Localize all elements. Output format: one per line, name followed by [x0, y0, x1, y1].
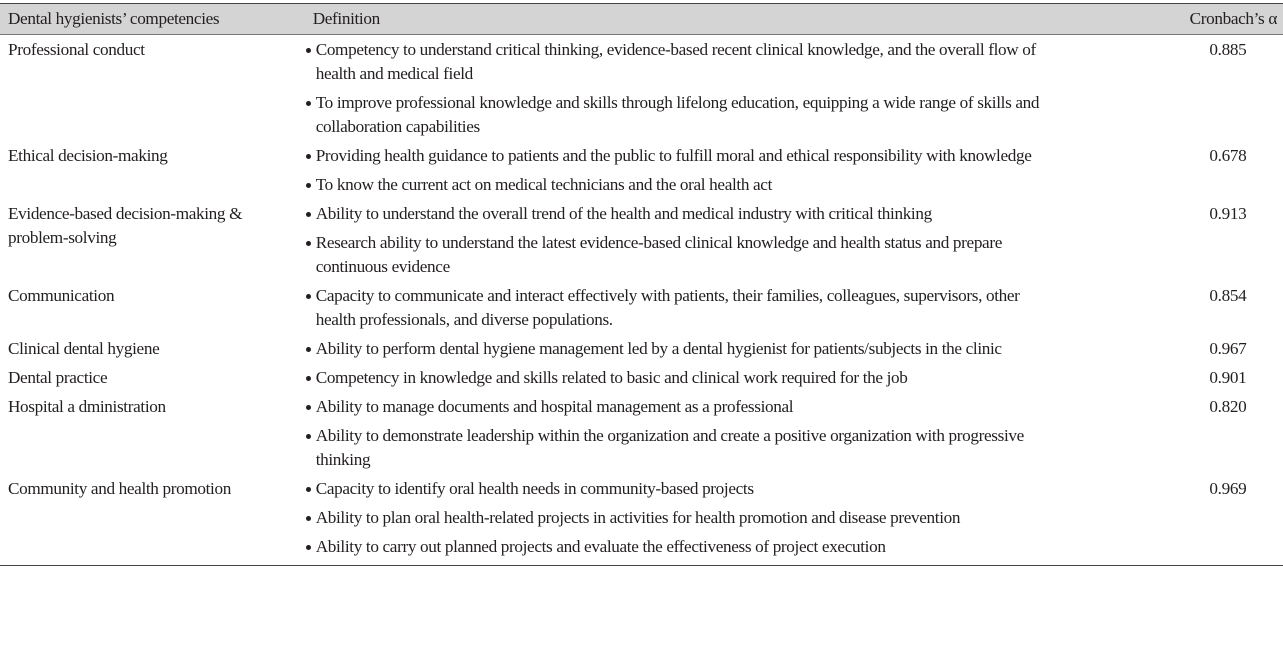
- competency-name: Dental practice: [8, 368, 108, 387]
- definition-item: To know the current act on medical technicians and the oral health act: [305, 173, 1173, 197]
- table-row: [0, 281, 1283, 334]
- definition-item: Competency in knowledge and skills related to basic and clinical work required for the job: [305, 366, 1173, 390]
- alpha-value: 0.913: [1209, 204, 1247, 223]
- alpha-value: 0.820: [1209, 397, 1247, 416]
- definition-item: Competency to understand critical thinking, evidence-based recent clinical knowledge, and the overall flow of health and medical field: [305, 38, 1173, 86]
- table-row: [0, 334, 1283, 363]
- definition-item: Providing health guidance to patients and the public to fulfill moral and ethical responsibility with knowledge: [305, 144, 1173, 168]
- table-row: [0, 392, 1283, 474]
- alpha-value: 0.967: [1209, 339, 1247, 358]
- competency-name: Community and health promotion: [0, 474, 305, 566]
- bullet-icon: [306, 294, 311, 299]
- bullet-icon: [306, 487, 311, 492]
- definition-item: Capacity to communicate and interact effectively with patients, their families, colleagues, supervisors, other health professionals, and diverse populations.: [305, 284, 1173, 332]
- alpha-value: 0.678: [1209, 146, 1247, 165]
- table-row: [0, 363, 1283, 392]
- definition-item: Research ability to understand the latest evidence-based clinical knowledge and health status and prepare continuous evidence: [305, 231, 1173, 279]
- bullet-icon: [306, 545, 311, 550]
- definition-item: Ability to manage documents and hospital management as a professional: [305, 395, 1173, 419]
- definition-list: [305, 38, 1173, 139]
- bullet-icon: [306, 183, 311, 188]
- bullet-icon: [306, 48, 311, 53]
- definition-item: Ability to carry out planned projects and evaluate the effectiveness of project execution: [305, 535, 1173, 559]
- bullet-icon: [306, 212, 311, 217]
- header-row: [0, 4, 1283, 35]
- definition-item: Capacity to identify oral health needs in community-based projects: [305, 477, 1173, 501]
- table-row: [0, 199, 1283, 281]
- definition-list: [305, 337, 1173, 361]
- competency-name: Professional conduct: [8, 40, 145, 59]
- header-definition: Definition: [305, 4, 1173, 35]
- definition-item: Ability to perform dental hygiene management led by a dental hygienist for patients/subjects in the clinic: [305, 337, 1173, 361]
- bullet-icon: [306, 405, 311, 410]
- definition-list: [305, 395, 1173, 472]
- competency-name: Ethical decision-making: [8, 146, 168, 165]
- definition-item: Ability to demonstrate leadership within the organization and create a positive organization with progressive thinking: [305, 424, 1173, 472]
- table-row: [0, 141, 1283, 199]
- bullet-icon: [306, 376, 311, 381]
- alpha-value: 0.854: [1209, 286, 1247, 305]
- competency-name: Clinical dental hygiene: [8, 339, 160, 358]
- competency-table: [0, 3, 1283, 566]
- alpha-value: 0.901: [1209, 368, 1247, 387]
- definition-list: [305, 477, 1173, 559]
- definition-item: Ability to understand the overall trend of the health and medical industry with critical thinking: [305, 202, 1173, 226]
- bullet-icon: [306, 101, 311, 106]
- competency-name: Hospital a dministration: [8, 397, 166, 416]
- definition-item: Ability to plan oral health-related projects in activities for health promotion and disease prevention: [305, 506, 1173, 530]
- table-row: [0, 35, 1283, 142]
- bullet-icon: [306, 516, 311, 521]
- bullet-icon: [306, 154, 311, 159]
- definition-item: To improve professional knowledge and skills through lifelong education, equipping a wide range of skills and collaboration capabilities: [305, 91, 1173, 139]
- definition-list: [305, 144, 1173, 197]
- bullet-icon: [306, 241, 311, 246]
- bullet-icon: [306, 434, 311, 439]
- header-competency: Dental hygienists’ competencies: [0, 4, 305, 35]
- definition-list: [305, 366, 1173, 390]
- bullet-icon: [306, 347, 311, 352]
- alpha-value: 0.969: [1173, 474, 1283, 566]
- header-alpha: Cronbach’s α: [1173, 4, 1283, 35]
- alpha-value: 0.885: [1209, 40, 1247, 59]
- competency-name: Communication: [8, 286, 115, 305]
- definition-list: [305, 284, 1173, 332]
- definition-list: [305, 202, 1173, 279]
- table-row: [0, 474, 1283, 566]
- competency-name: Evidence-based decision-making & problem-solving: [8, 204, 243, 247]
